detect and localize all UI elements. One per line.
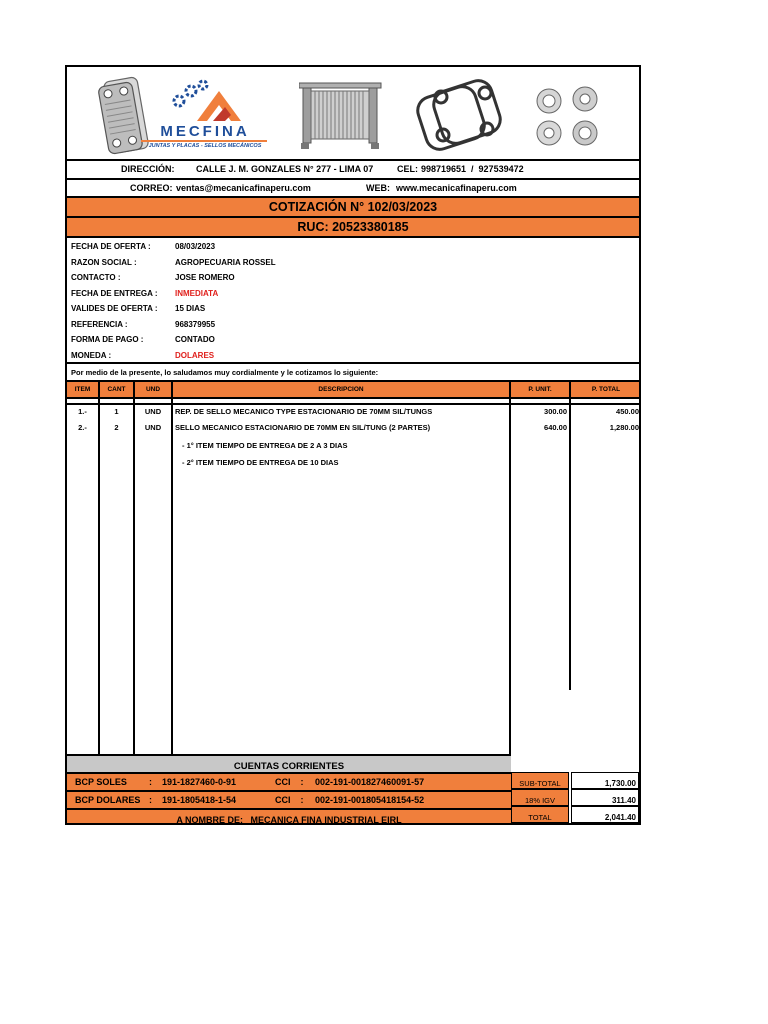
total-value-cell [571, 806, 639, 823]
header-desc: DESCRIPCION [318, 386, 364, 393]
dolares-number: : 191-1805418-1-54 [149, 795, 237, 805]
address-row [67, 159, 639, 178]
detail-value: JOSE ROMERO [175, 273, 235, 282]
delivery-note: - 2° ITEM TIEMPO DE ENTREGA DE 10 DIAS [182, 458, 339, 467]
header-punit: P. UNIT. [528, 386, 552, 393]
web-label: WEB: [366, 183, 390, 193]
col-line-4 [509, 382, 511, 754]
cell-punit: 300.00 [544, 407, 567, 416]
intro-text: Por medio de la presente, lo saludamos muy cordialmente y le cotizamos lo siguiente: [71, 368, 379, 377]
header-gap [67, 399, 639, 405]
soles-cci: 002-191-001827460091-57 [315, 777, 425, 787]
account-holder: A NOMBRE DE: MECANICA FINA INDUSTRIAL EIRL [176, 815, 402, 825]
accounts-title-row [67, 754, 511, 772]
quotation-document [65, 65, 641, 825]
detail-value: 968379955 [175, 319, 216, 329]
soles-label: BCP SOLES [75, 777, 127, 787]
detail-label: FORMA DE PAGO : [71, 335, 144, 344]
logo-tagline: JUNTAS Y PLACAS - SELLOS MECÁNICOS [148, 143, 262, 149]
items-table [67, 380, 639, 754]
col-line-2 [133, 382, 135, 754]
heat-exchanger-image [299, 81, 383, 151]
subtotal-label: SUB-TOTAL [519, 779, 561, 788]
detail-value: AGROPECUARIA ROSSEL [175, 257, 276, 267]
dolares-cci: 002-191-001805418154-52 [315, 795, 425, 805]
cell-ptotal: 450.00 [616, 407, 639, 416]
cell-ptotal: 1,280.00 [609, 423, 639, 432]
email-label: CORREO: [130, 183, 173, 193]
header-und: UND [145, 386, 161, 393]
quote-title-row [67, 196, 639, 216]
subtotal-value: 1,730.00 [604, 779, 636, 788]
detail-value: DOLARES [175, 350, 215, 360]
cell-cant: 2 [114, 423, 119, 432]
account-holder-row [67, 808, 511, 823]
detail-label: MONEDA : [71, 350, 112, 360]
detail-value: 15 DIAS [175, 304, 206, 313]
header-ptotal: P. TOTAL [591, 386, 621, 393]
cell-desc: SELLO MECANICO ESTACIONARIO DE 70MM EN SIL/TUNG (2 PARTES) [175, 423, 431, 432]
cell-item: 1.- [78, 407, 87, 416]
ruc-number: RUC: 20523380185 [297, 220, 409, 234]
detail-label: FECHA DE OFERTA : [71, 242, 151, 251]
subtotal-value-cell [571, 772, 639, 789]
total-label: TOTAL [528, 813, 552, 822]
cell-cant: 1 [114, 407, 119, 416]
detail-label: CONTACTO : [71, 273, 121, 282]
accounts-title: CUENTAS CORRIENTES [233, 761, 345, 772]
cell-und: UND [144, 423, 162, 432]
company-logo [139, 77, 271, 153]
mechanical-seals-image [533, 85, 605, 149]
detail-label: RAZON SOCIAL : [71, 257, 137, 267]
table-header [67, 382, 639, 399]
soles-number: : 191-1827460-0-91 [149, 777, 237, 787]
cel-value: 998719651 / 927539472 [421, 164, 524, 174]
email-row [67, 178, 639, 196]
logo-underline [141, 140, 267, 142]
cell-punit: 640.00 [544, 423, 567, 432]
col-line-1 [98, 382, 100, 754]
logo-gears-icon [167, 77, 247, 125]
account-dolares-row [67, 790, 511, 808]
detail-label: FECHA DE ENTREGA : [71, 288, 158, 298]
totals-block [511, 772, 639, 823]
igv-label: 18% IGV [524, 796, 555, 805]
cell-und: UND [144, 407, 162, 416]
cel-label: CEL: [397, 164, 418, 174]
dolares-label: BCP DOLARES [75, 795, 141, 805]
igv-value: 311.40 [611, 796, 636, 805]
logo-name: MECFINA [160, 123, 250, 140]
cell-item: 2.- [78, 423, 87, 432]
header-images [67, 67, 639, 159]
gaskets-image [415, 77, 511, 151]
detail-label: VALIDES DE OFERTA : [71, 304, 158, 313]
detail-label: REFERENCIA : [71, 319, 128, 329]
delivery-note: - 1° ITEM TIEMPO DE ENTREGA DE 2 A 3 DIAS [182, 441, 348, 450]
total-label-cell [511, 806, 569, 823]
email-value[interactable]: ventas@mecanicafinaperu.com [176, 183, 311, 193]
header-cant: CANT [107, 386, 126, 393]
web-value[interactable]: www.mecanicafinaperu.com [396, 183, 517, 193]
detail-value: CONTADO [175, 335, 215, 344]
dolares-cci-label: CCI : [275, 795, 304, 805]
details-block [67, 236, 639, 362]
col-line-3 [171, 382, 173, 754]
quote-title: COTIZACIÓN N° 102/03/2023 [268, 200, 438, 214]
subtotal-label-cell [511, 772, 569, 789]
address-label: DIRECCIÓN: [121, 164, 175, 174]
detail-value: 08/03/2023 [175, 242, 216, 251]
ruc-row [67, 216, 639, 236]
intro-row [67, 362, 639, 380]
header-item: ITEM [74, 386, 91, 393]
soles-cci-label: CCI : [275, 777, 304, 787]
address-value: CALLE J. M. GONZALES N° 277 - LIMA 07 [196, 164, 374, 174]
detail-value: INMEDIATA [175, 288, 219, 298]
total-value: 2,041.40 [604, 813, 636, 822]
igv-label-cell [511, 789, 569, 806]
account-soles-row [67, 772, 511, 790]
igv-value-cell [571, 789, 639, 806]
cell-desc: REP. DE SELLO MECANICO TYPE ESTACIONARIO DE 70MM SIL/TUNGS [175, 407, 433, 416]
